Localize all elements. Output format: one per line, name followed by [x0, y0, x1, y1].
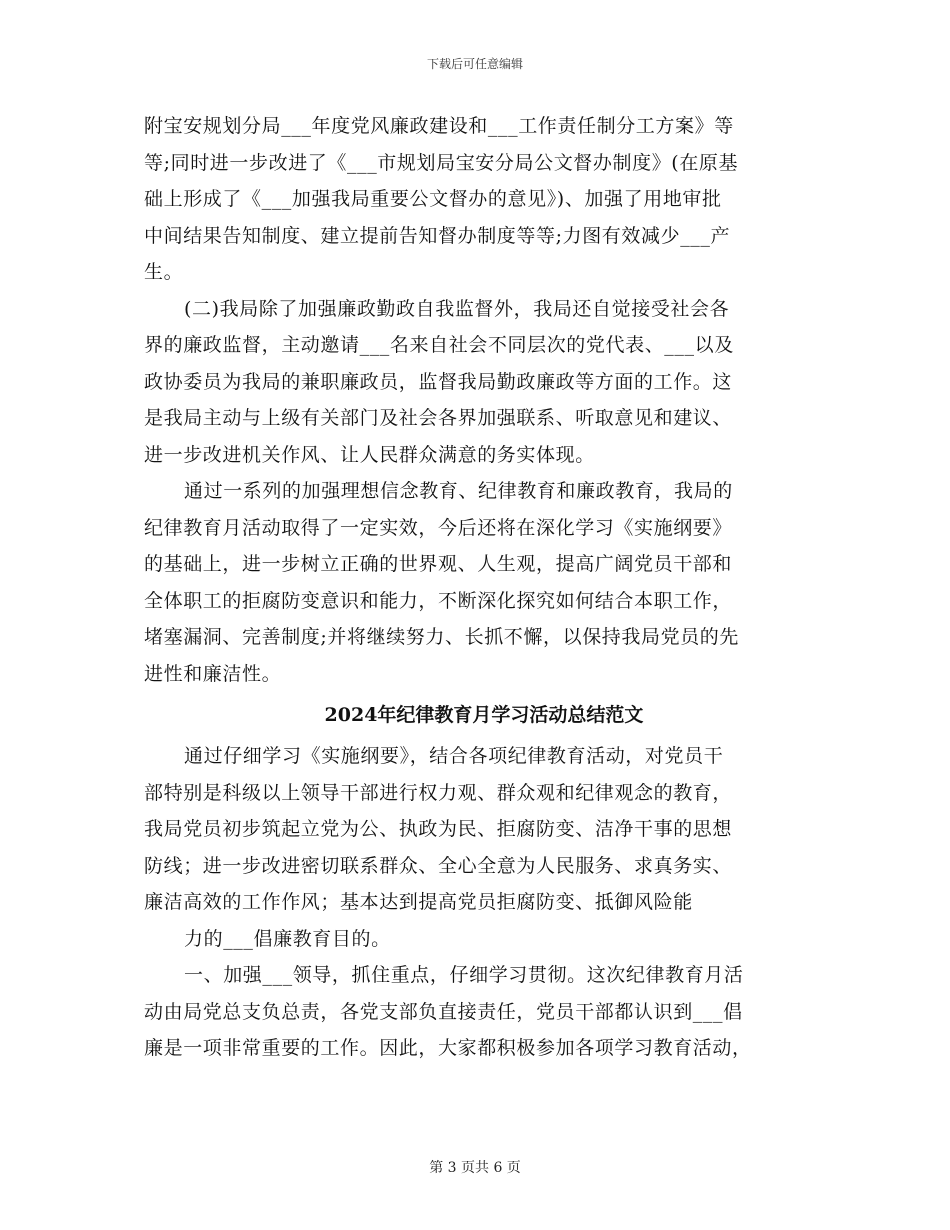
text-line: 是我局主动与上级有关部门及社会各界加强联系、听取意见和建议、 [144, 407, 733, 429]
text-line: 附宝安规划分局___年度党风廉政建设和___工作责任制分工方案》等 [144, 115, 734, 137]
text-line: 纪律教育月活动取得了一定实效，今后还将在深化学习《实施纲要》 [144, 516, 733, 539]
text-line: 廉是一项非常重要的工作。因此，大家都积极参加各项学习教育活动， [144, 1037, 752, 1059]
text-line: 部特别是科级以上领导干部进行权力观、群众观和纪律观念的教育， [144, 781, 733, 804]
text-line: 动由局党总支负总责，各党支部负直接责任，党员干部都认识到___倡 [144, 1000, 743, 1023]
text-line: 生。 [144, 261, 184, 283]
text-line: 力的___倡廉教育目的。 [184, 927, 391, 950]
text-line: 进性和廉洁性。 [144, 662, 282, 685]
text-line: 界的廉政监督，主动邀请___名来自社会不同层次的党代表、___以及 [144, 334, 734, 356]
text-line: 中间结果告知制度、建立提前告知督办制度等等;力图有效减少___产 [144, 224, 731, 247]
text-line: 通过仔细学习《实施纲要》，结合各项纪律教育活动，对党员干 [184, 745, 724, 767]
page-header: 下载后可任意编辑 [426, 57, 523, 71]
text-line: 防线；进一步改进密切联系群众、全心全意为人民服务、求真务实、 [144, 854, 733, 877]
text-line: 堵塞漏洞、完善制度;并将继续努力、长抓不懈，以保持我局党员的先 [144, 626, 740, 648]
text-line: 进一步改进机关作风、让人民群众满意的务实体现。 [144, 443, 595, 466]
section-title: 2024年纪律教育月学习活动总结范文 [324, 704, 644, 726]
page-footer: 第 3 页共 6 页 [429, 1160, 521, 1176]
text-line: 等;同时进一步改进了《___市规划局宝安分局公文督办制度》(在原基 [144, 151, 739, 174]
document-body [144, 108, 824, 1067]
text-line: 全体职工的拒腐防变意识和能力，不断深化探究如何结合本职工作， [144, 589, 733, 612]
text-line: 廉洁高效的工作作风；基本达到提高党员拒腐防变、抵御风险能 [144, 891, 693, 913]
text-line: 一、加强___领导，抓住重点，仔细学习贯彻。这次纪律教育月活 [184, 964, 744, 986]
text-line: 通过一系列的加强理想信念教育、纪律教育和廉政教育，我局的 [184, 480, 733, 502]
text-line: (二)我局除了加强廉政勤政自我监督外，我局还自觉接受社会各 [184, 297, 730, 320]
text-line: 础上形成了《___加强我局重要公文督办的意见》)、加强了用地审批 [144, 188, 722, 210]
text-line: 的基础上，进一步树立正确的世界观、人生观，提高广阔党员干部和 [144, 553, 733, 575]
text-line: 我局党员初步筑起立党为公、执政为民、拒腐防变、洁净干事的思想 [144, 818, 733, 840]
text-line: 政协委员为我局的兼职廉政员，监督我局勤政廉政等方面的工作。这 [144, 370, 733, 393]
